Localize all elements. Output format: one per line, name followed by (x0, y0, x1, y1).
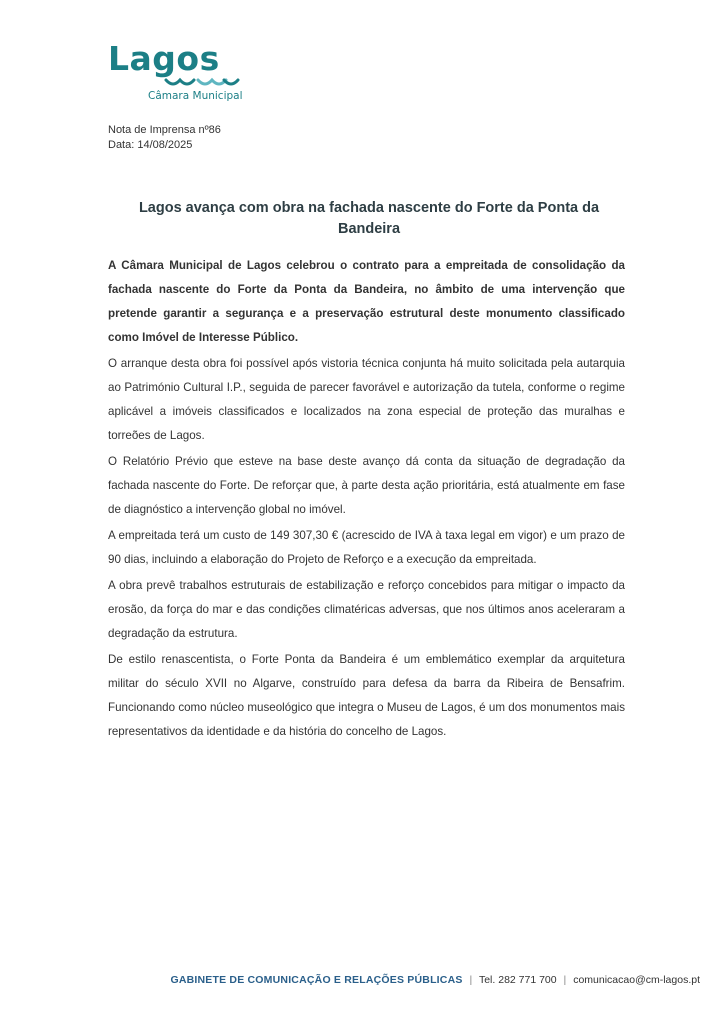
article-paragraph: O arranque desta obra foi possível após vistoria técnica conjunta há muito solicitada pela autarquia ao Património Cultural I.P., seguida de parecer favorável e autorização da tutela, conforme o regime aplicável a imóveis classificados e localizados na zona especial de proteção das muralhas e torreões de Lagos. (108, 357, 625, 442)
press-note-meta (108, 123, 221, 153)
footer-separator: | (563, 974, 567, 986)
article-paragraph: A empreitada terá um custo de 149 307,30 € (acrescido de IVA à taxa legal em vigor) e um prazo de 90 dias, incluindo a elaboração do Projeto de Reforço e a execução da empreitada. (108, 529, 625, 566)
footer-department: GABINETE DE COMUNICAÇÃO E RELAÇÕES PÚBLICAS (170, 974, 463, 986)
article-paragraph: A obra prevê trabalhos estruturais de estabilização e reforço concebidos para mitigar o impacto da erosão, da força do mar e das condições climatéricas adversas, que nos últimos anos aceleraram a degradação da estrutura. (108, 579, 625, 640)
footer-email: comunicacao@cm-lagos.pt (573, 974, 700, 986)
footer-phone: Tel. 282 771 700 (478, 974, 557, 986)
article-title: Lagos avança com obra na fachada nascente do Forte da Ponta da Bandeira (138, 200, 600, 237)
logo-subtitle: Câmara Municipal (148, 90, 243, 102)
press-note-date: Data: 14/08/2025 (108, 139, 193, 151)
footer-separator: | (469, 974, 473, 986)
logo-wordmark: Lagos (108, 39, 220, 78)
article-body (108, 254, 625, 746)
article-paragraph: O Relatório Prévio que esteve na base deste avanço dá conta da situação de degradação da fachada nascente do Forte. De reforçar que, à parte desta ação prioritária, está atualmente em fase de diagnóstico a intervenção global no imóvel. (108, 455, 625, 516)
article-paragraph: De estilo renascentista, o Forte Ponta da Bandeira é um emblemático exemplar da arquitetura militar do século XVII no Algarve, construído para defesa da barra da Ribeira de Bensafrim. Funcionando como núcleo museológico que integra o Museu de Lagos, é um dos monumentos mais representativos da identidade e da história do concelho de Lagos. (108, 653, 625, 738)
article-paragraph-lead: A Câmara Municipal de Lagos celebrou o contrato para a empreitada de consolidação da fachada nascente do Forte da Ponta da Bandeira, no âmbito de uma intervenção que pretende garantir a segurança e a preservação estrutural deste monumento classificado como Imóvel de Interesse Público. (108, 259, 625, 344)
lagos-logo (108, 40, 248, 108)
page-footer (100, 974, 700, 986)
press-note-number: Nota de Imprensa nº86 (108, 124, 221, 136)
